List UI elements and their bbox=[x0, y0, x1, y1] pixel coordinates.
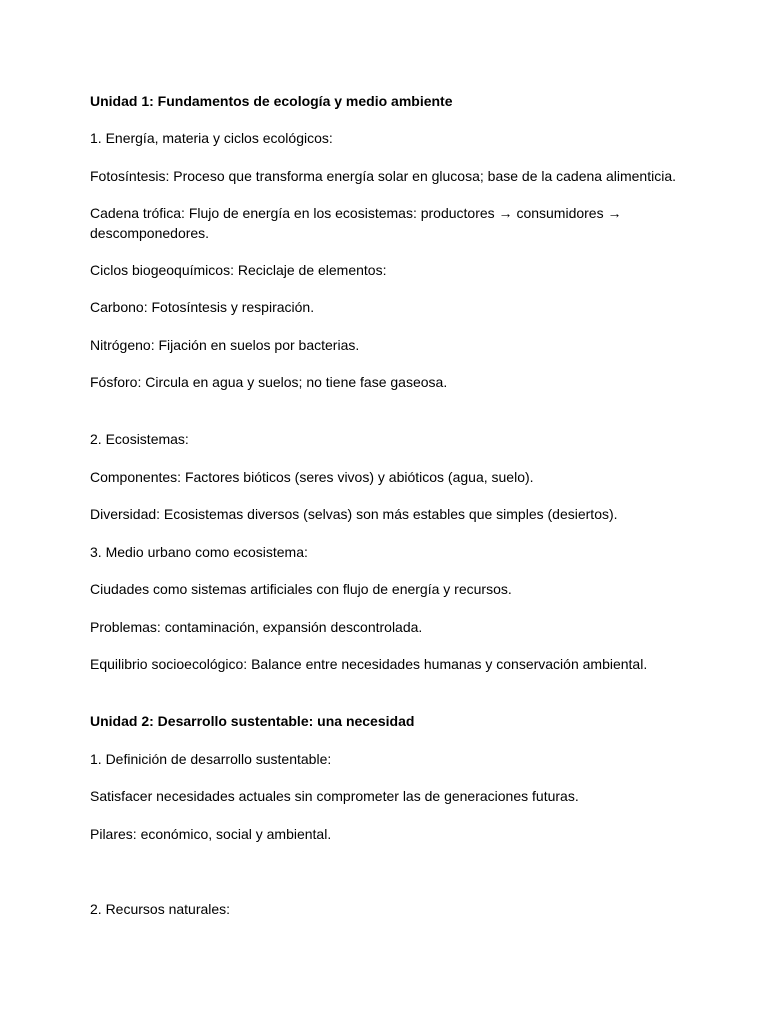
unit2-section2-heading: 2. Recursos naturales: bbox=[90, 901, 231, 917]
biogeochemical-cycles-paragraph: Ciclos biogeoquímicos: Reciclaje de elementos: bbox=[90, 262, 387, 278]
definition-paragraph: Satisfacer necesidades actuales sin comprometer las de generaciones futuras. bbox=[90, 788, 579, 804]
nitrogen-paragraph: Nitrógeno: Fijación en suelos por bacterias. bbox=[90, 337, 360, 353]
unit1-section3-heading: 3. Medio urbano como ecosistema: bbox=[90, 544, 308, 560]
cities-paragraph: Ciudades como sistemas artificiales con flujo de energía y recursos. bbox=[90, 581, 512, 597]
pillars-paragraph: Pilares: económico, social y ambiental. bbox=[90, 826, 332, 842]
diversity-paragraph: Diversidad: Ecosistemas diversos (selvas) son más estables que simples (desiertos). bbox=[90, 506, 618, 522]
unit2-section1-heading: 1. Definición de desarrollo sustentable: bbox=[90, 751, 332, 767]
unit1-section1-heading: 1. Energía, materia y ciclos ecológicos: bbox=[90, 130, 333, 146]
unit1-section2-heading: 2. Ecosistemas: bbox=[90, 431, 189, 447]
photosynthesis-paragraph: Fotosíntesis: Proceso que transforma energía solar en glucosa; base de la cadena alimenticia. bbox=[90, 168, 676, 184]
phosphorus-paragraph: Fósforo: Circula en agua y suelos; no tiene fase gaseosa. bbox=[90, 374, 448, 390]
food-chain-paragraph: Cadena trófica: Flujo de energía en los ecosistemas: productores → consumidores → descomponedores. bbox=[90, 205, 622, 241]
problems-paragraph: Problemas: contaminación, expansión descontrolada. bbox=[90, 619, 423, 635]
unit1-title: Unidad 1: Fundamentos de ecología y medio ambiente bbox=[90, 93, 453, 109]
components-paragraph: Componentes: Factores bióticos (seres vivos) y abióticos (agua, suelo). bbox=[90, 469, 534, 485]
unit2-title: Unidad 2: Desarrollo sustentable: una necesidad bbox=[90, 713, 415, 729]
carbon-paragraph: Carbono: Fotosíntesis y respiración. bbox=[90, 299, 315, 315]
balance-paragraph: Equilibrio socioecológico: Balance entre necesidades humanas y conservación ambiental. bbox=[90, 656, 648, 672]
